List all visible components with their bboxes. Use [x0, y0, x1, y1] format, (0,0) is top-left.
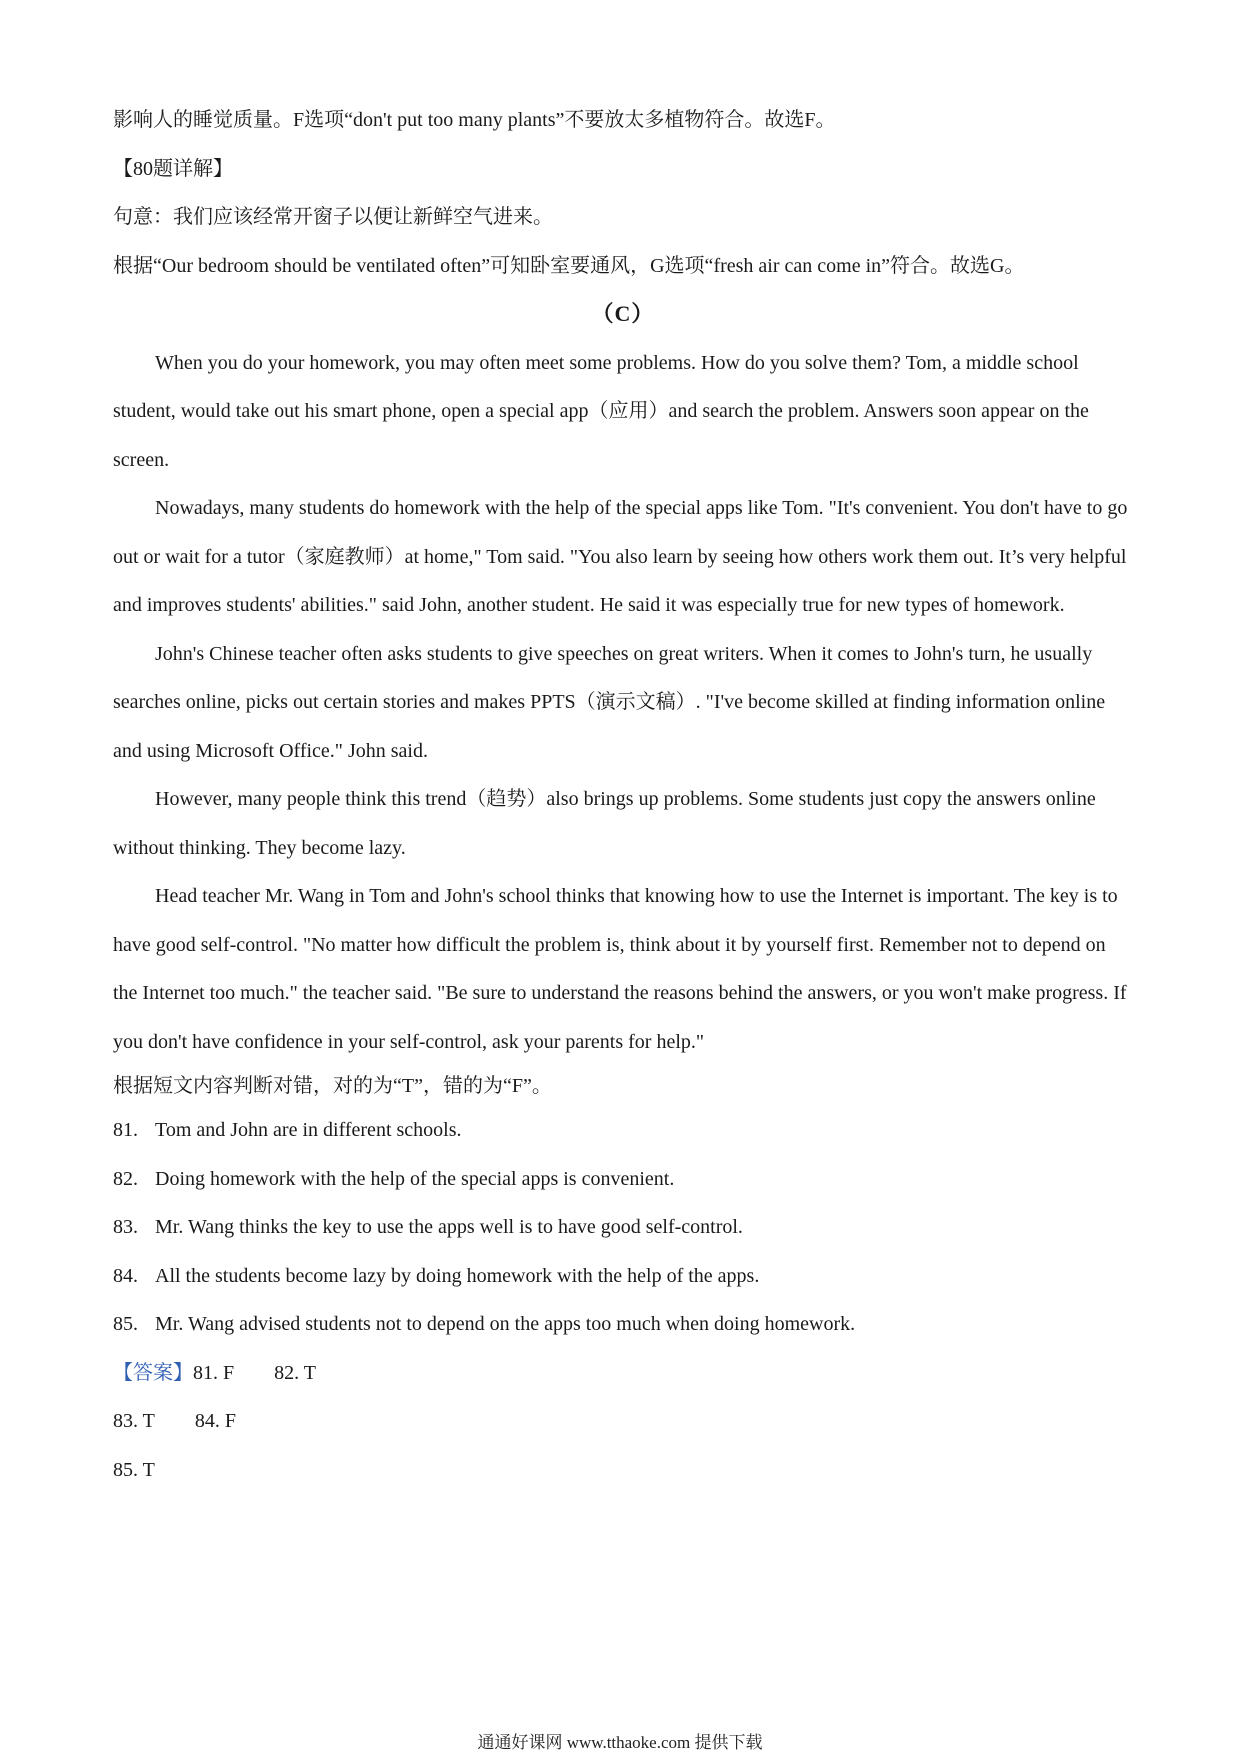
question-number: 83.: [113, 1216, 138, 1238]
question-text: Doing homework with the help of the special apps is convenient.: [155, 1167, 675, 1190]
answer-item: 85. T: [113, 1458, 155, 1481]
question-number: 85.: [113, 1313, 138, 1335]
passage-paragraph: When you do your homework, you may often meet some problems. How do you solve them? Tom, a middle school student, would take out his smart phone, open a special app（应用）and search the problem. Answers soon appear on the screen.: [113, 351, 1089, 471]
answer-row: [113, 1397, 1133, 1446]
question-item: [113, 1106, 1133, 1155]
section-title: （C）: [591, 301, 655, 326]
question-list: [113, 1106, 1133, 1349]
answer-row: [113, 1349, 1133, 1398]
answer-block: [113, 1349, 1133, 1495]
question-item: [113, 1203, 1133, 1252]
explanation-line: 影响人的睡觉质量。F选项“don't put too many plants”不要放太多植物符合。故选F。: [113, 109, 836, 131]
passage-paragraph: Nowadays, many students do homework with the help of the special apps like Tom. "It's convenient. You don't have to go out or wait for a tutor（家庭教师）at home," Tom said. "You also learn by seeing how others work them out. It’s very helpful and improves students' abilities." said John, another student. He said it was especially true for new types of homework.: [113, 497, 1128, 616]
document-page: [113, 96, 1133, 1494]
answer-item: 82. T: [274, 1361, 316, 1384]
page-footer: 通通好课网 www.tthaoke.com 提供下载: [477, 1733, 763, 1752]
q80-reason: 根据“Our bedroom should be ventilated often”可知卧室要通风，G选项“fresh air can come in”符合。故选G。: [113, 254, 1025, 277]
q80-header: 【80题详解】: [113, 157, 233, 180]
question-number: 82.: [113, 1167, 138, 1190]
passage-paragraph: However, many people think this trend（趋势）also brings up problems. Some students just copy the answers online without thinking. They become lazy.: [113, 788, 1096, 859]
question-number: 84.: [113, 1264, 138, 1287]
answer-item: 84. F: [194, 1410, 236, 1432]
question-text: All the students become lazy by doing homework with the help of the apps.: [155, 1264, 760, 1287]
answer-item: 81. F: [193, 1361, 235, 1384]
question-number: 81.: [113, 1119, 138, 1141]
question-item: [113, 1300, 1133, 1349]
question-item: [113, 1252, 1133, 1301]
passage-paragraph: John's Chinese teacher often asks students to give speeches on great writers. When it comes to John's turn, he usually searches online, picks out certain stories and makes PPTS（演示文稿）. "I've become skilled at finding information online and using Microsoft Office." John said.: [113, 642, 1106, 762]
instruction: 根据短文内容判断对错，对的为“T”，错的为“F”。: [113, 1075, 552, 1097]
question-text: Tom and John are in different schools.: [155, 1119, 462, 1141]
answer-row: [113, 1446, 1133, 1495]
question-item: [113, 1155, 1133, 1204]
question-text: Mr. Wang advised students not to depend on the apps too much when doing homework.: [155, 1313, 856, 1335]
answer-label: 【答案】: [113, 1361, 193, 1384]
q80-meaning: 句意：我们应该经常开窗子以便让新鲜空气进来。: [113, 206, 553, 228]
passage-paragraph: Head teacher Mr. Wang in Tom and John's school thinks that knowing how to use the Internet is important. The key is to have good self-control. "No matter how difficult the problem is, think about it by yourself first. Remember not to depend on the Internet too much." the teacher said. "Be sure to understand the reasons behind the answers, or you won't make progress. If you don't have confidence in your self-control, ask your parents for help.": [113, 885, 1127, 1053]
question-text: Mr. Wang thinks the key to use the apps well is to have good self-control.: [155, 1216, 743, 1238]
answer-item: 83. T: [113, 1410, 155, 1432]
